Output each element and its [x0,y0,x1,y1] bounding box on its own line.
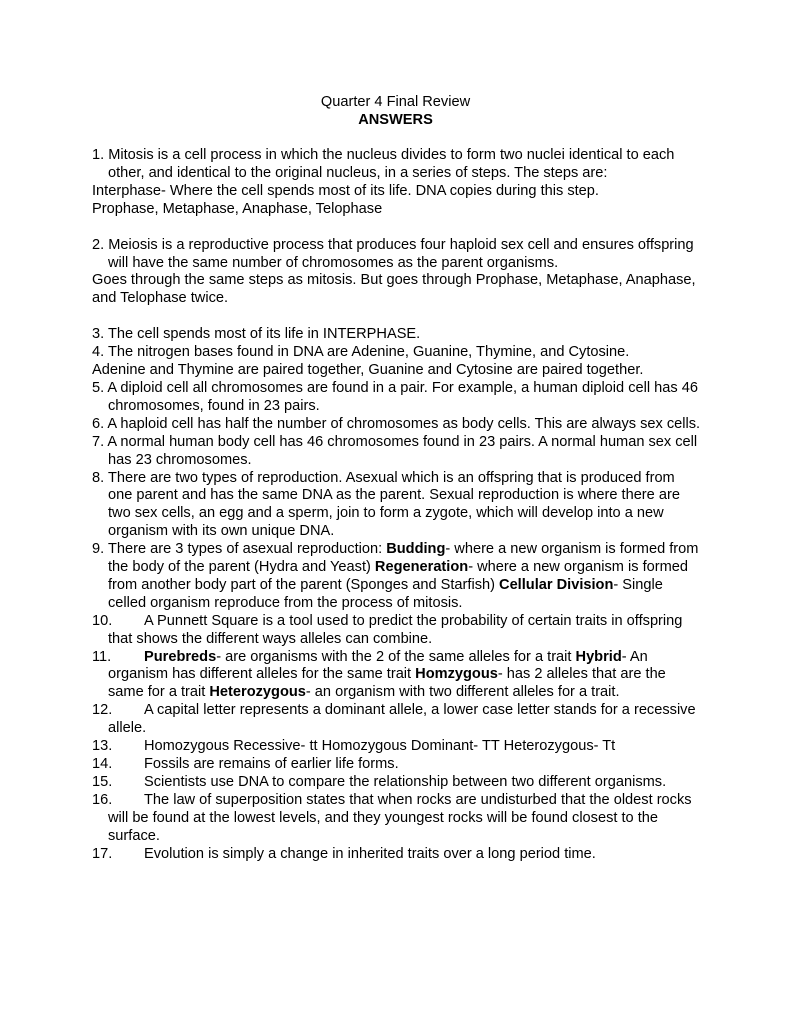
answer-9-intro: 9. There are 3 types of asexual reproduction: [92,541,387,558]
answer-13 [92,738,702,756]
answer-16-number: 16. [92,791,113,808]
term-homzygous: Homzygous [415,666,498,683]
answer-9 [92,541,702,613]
answer-14-text: Fossils are remains of earlier life forms. [144,756,399,772]
answer-2: 2. Meiosis is a reproductive process that produces four haploid sex cell and ensures offspring will have the same number of chromosomes as the parent organisms. [92,236,694,271]
term-hybrid: Hybrid [575,648,622,665]
answer-4-pairs: Adenine and Thymine are paired together, Guanine and Cytosine are paired together. [92,362,644,379]
answer-17-number: 17. [92,845,113,862]
answer-11-hybrid-text: - An organism has different alleles for the same trait [108,648,648,683]
answer-14-number: 14. [92,756,113,772]
term-budding: Budding [386,541,446,558]
answer-16 [92,792,702,846]
term-regeneration: Regeneration [374,559,469,576]
answer-1-interphase: Interphase- Where the cell spends most of its life. DNA copies during this step. [92,182,599,199]
answer-17 [92,846,702,864]
answers-list [92,147,702,863]
answer-11 [92,649,702,703]
answer-4: 4. The nitrogen bases found in DNA are Adenine, Guanine, Thymine, and Cytosine. [92,344,630,361]
answer-10-text: A Punnett Square is a tool used to predict the probability of certain traits in offspring that shows the different ways alleles can combine. [108,612,683,647]
answer-14 [92,756,702,774]
answer-1: 1. Mitosis is a cell process in which the nucleus divides to form two nuclei identical to each other, and identical to the original nucleus, in a series of steps. The steps are: [92,147,675,181]
answer-1-phases: Prophase, Metaphase, Anaphase, Telophase [92,200,383,217]
answer-8: 8. There are two types of reproduction. Asexual which is an offspring that is produced from one parent and has the same DNA as the parent. Sexual reproduction is where there are two sex cells, an egg and a sperm, join to form a zygote, which will develop into a new organism with its own unique DNA. [92,469,680,540]
term-purebreds: Purebreds [144,648,217,665]
answer-5: 5. A diploid cell all chromosomes are found in a pair. For example, a human diploid cell has 46 chromosomes, found in 23 pairs. [92,379,698,414]
answer-11-purebreds-text: - are organisms with the 2 of the same alleles for a trait [216,648,576,665]
answer-15-text: Scientists use DNA to compare the relationship between two different organisms. [144,773,667,790]
answer-11-homzygous-text: - has 2 alleles that are the same for a trait [108,666,666,701]
document-title: Quarter 4 Final Review [320,94,471,110]
answer-2-detail: Goes through the same steps as mitosis. But goes through Prophase, Metaphase, Anaphase, and Telophase twice. [92,272,696,307]
document-subtitle: ANSWERS [358,112,433,128]
answer-16-text: The law of superposition states that when rocks are undisturbed that the oldest rocks will be found at the lowest levels, and they youngest rocks will be found closest to the surface. [108,791,692,844]
term-heterozygous: Heterozygous [209,684,306,701]
answer-10 [92,613,702,649]
answer-11-heterozygous-text: - an organism with two different alleles for a trait. [305,684,620,701]
answer-12 [92,702,702,738]
answer-15 [92,774,702,792]
answer-10-number: 10. [92,612,113,629]
answer-15-number: 15. [92,773,113,790]
answer-13-number: 13. [92,738,113,755]
answer-6: 6. A haploid cell has half the number of chromosomes as body cells. This are always sex cells. [92,415,701,432]
answer-7: 7. A normal human body cell has 46 chromosomes found in 23 pairs. A normal human sex cell has 23 chromosomes. [92,433,698,468]
term-cellular-division: Cellular Division [499,576,614,593]
answer-9-budding-text: - where a new organism is formed from the body of the parent (Hydra and Yeast) [108,541,699,576]
answer-13-text: Homozygous Recessive- tt Homozygous Dominant- TT Heterozygous- Tt [144,738,616,755]
answer-9-division-text: - Single celled organism reproduce from the process of mitosis. [108,576,663,611]
answer-9-regeneration-text: - where a new organism is formed from another body part of the parent (Sponges and Starfish) [108,559,688,593]
answer-3: 3. The cell spends most of its life in INTERPHASE. [92,326,421,343]
answer-12-text: A capital letter represents a dominant allele, a lower case letter stands for a recessive allele. [108,702,696,737]
answer-12-number: 12. [92,702,113,719]
answer-11-number: 11. [92,648,112,665]
answer-17-text: Evolution is simply a change in inherited traits over a long period time. [144,845,596,862]
